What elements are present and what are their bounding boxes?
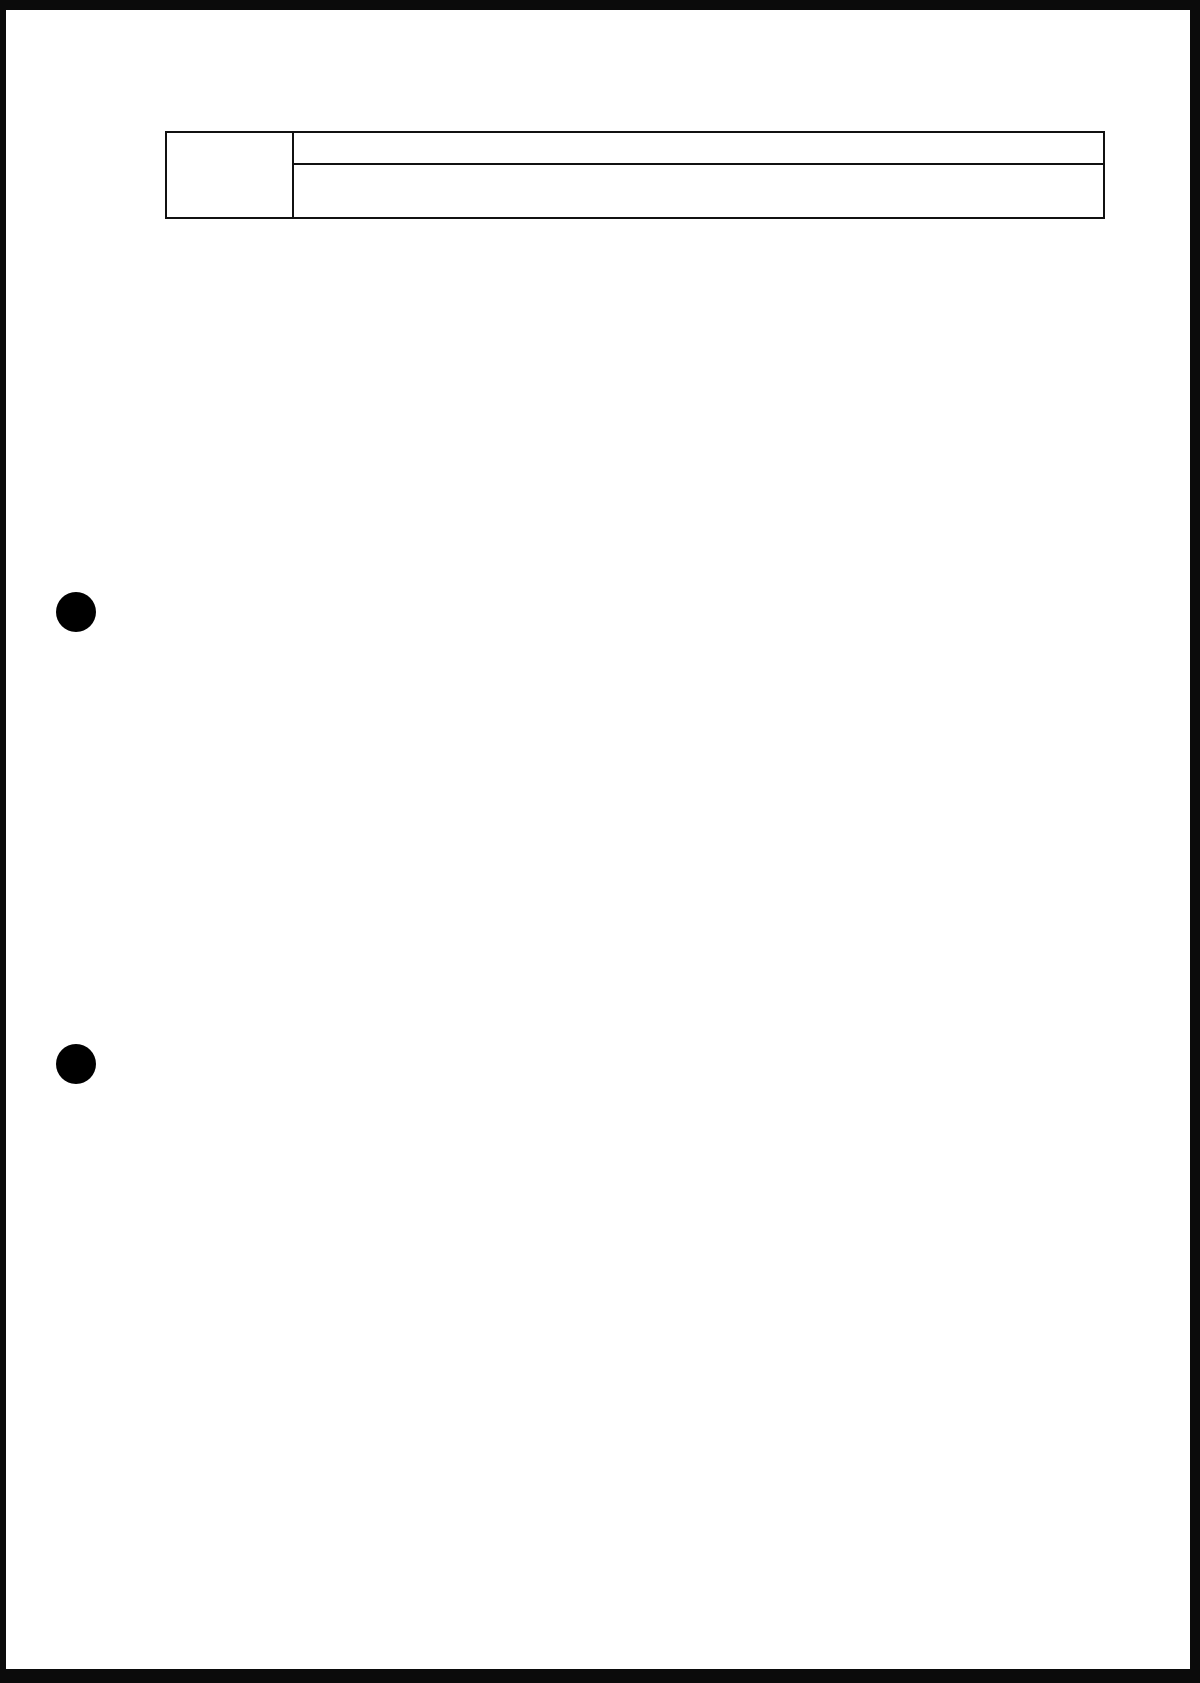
weight-column-header [167,133,294,217]
table-header [165,131,1105,219]
header-divider [294,163,1103,165]
distance-header [294,133,1103,163]
scan-border-bottom [0,1669,1200,1683]
punch-hole-mark [56,592,96,632]
scan-border-left [0,0,6,1683]
scan-border-right [1190,0,1200,1683]
scan-border-top [0,0,1200,10]
punch-hole-mark [56,1044,96,1084]
